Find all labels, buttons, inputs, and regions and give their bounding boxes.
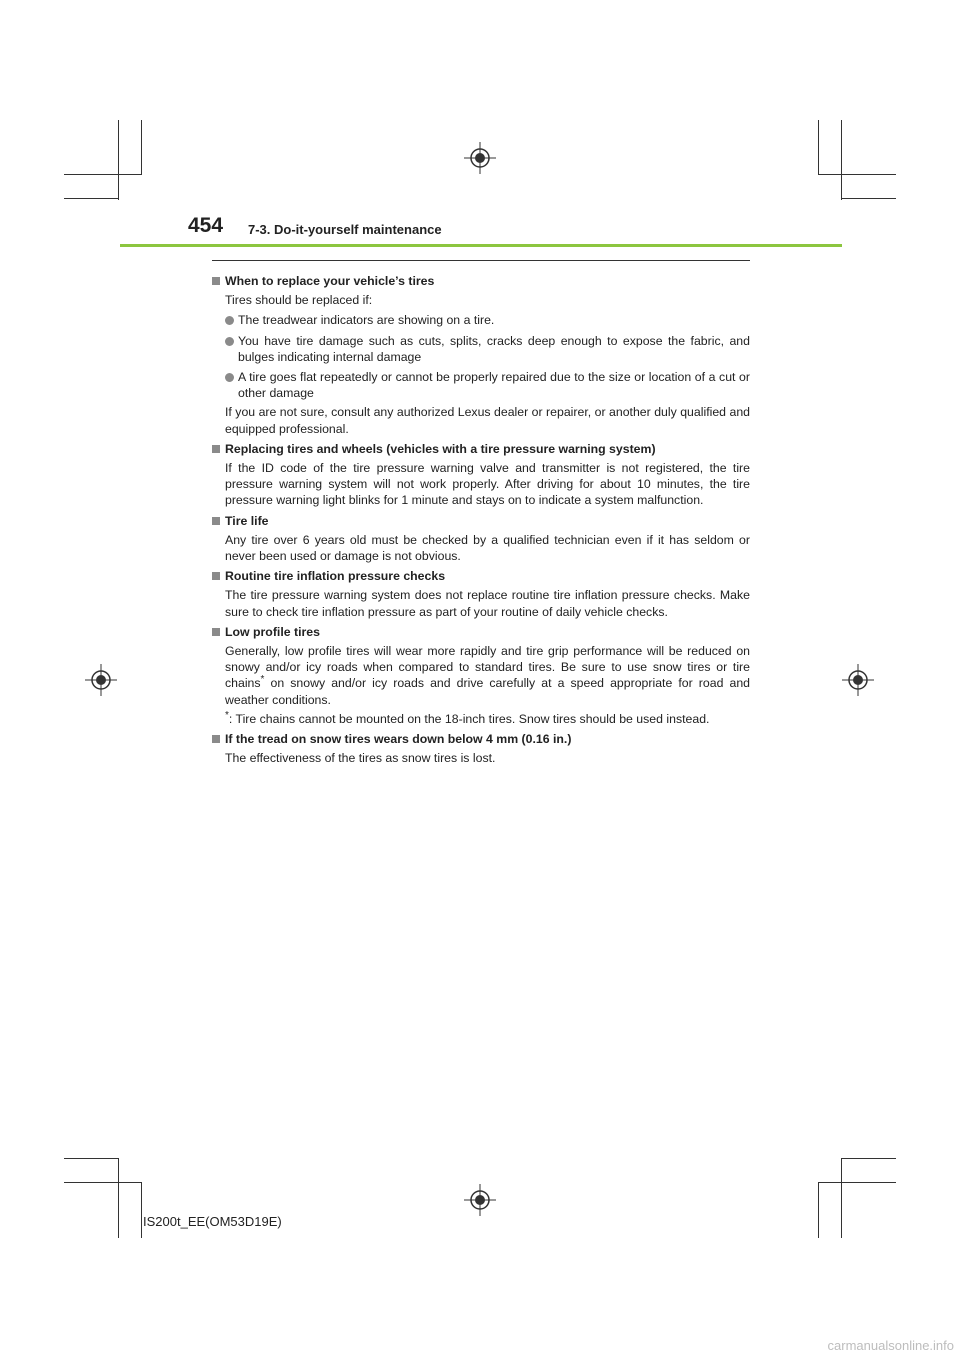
crop-mark — [118, 120, 119, 200]
paragraph: Any tire over 6 years old must be checked by a qualified technician even if it has seldom or never been used or damage is not obvious. — [225, 532, 750, 564]
section-heading: If the tread on snow tires wears down below 4 mm (0.16 in.) — [212, 731, 750, 747]
crop-mark — [818, 1182, 819, 1238]
section-heading: Low profile tires — [212, 624, 750, 640]
circle-bullet-icon — [225, 373, 234, 382]
registration-mark-icon — [842, 664, 874, 696]
page-content — [212, 269, 750, 766]
square-bullet-icon — [212, 735, 220, 743]
paragraph: If the ID code of the tire pressure warning valve and transmitter is not registered, the tire pressure warning system will not work properly. After driving for about 10 minutes, the tire pressure warning light blinks for 1 minute and stays on to indicate a system malfunction. — [225, 461, 750, 508]
square-bullet-icon — [212, 277, 220, 285]
crop-mark — [841, 198, 896, 199]
crop-mark — [841, 1158, 896, 1159]
crop-mark — [64, 1158, 119, 1159]
paragraph: Tires should be replaced if: — [225, 293, 373, 308]
section-heading: Tire life — [212, 513, 750, 529]
crop-mark — [841, 120, 842, 200]
paragraph: The effectiveness of the tires as snow tires is lost. — [225, 751, 496, 766]
model-code: IS200t_EE(OM53D19E) — [143, 1214, 282, 1229]
square-bullet-icon — [212, 445, 220, 453]
crop-mark — [64, 174, 142, 175]
paragraph: The tire pressure warning system does not replace routine tire inflation pressure checks. Make sure to check tire inflation pressure as part of your routine of daily vehicle checks. — [225, 588, 750, 619]
square-bullet-icon — [212, 572, 220, 580]
registration-mark-icon — [85, 664, 117, 696]
list-item: The treadwear indicators are showing on a tire. — [212, 312, 750, 328]
section-heading: When to replace your vehicle’s tires — [212, 273, 750, 289]
crop-mark — [141, 120, 142, 175]
crop-mark — [818, 174, 896, 175]
content-top-rule — [212, 260, 750, 261]
header-rule — [120, 244, 842, 247]
registration-mark-icon — [464, 1184, 496, 1216]
crop-mark — [841, 1158, 842, 1238]
crop-mark — [64, 198, 119, 199]
crop-mark — [818, 1182, 896, 1183]
watermark: carmanualsonline.info — [827, 1338, 954, 1353]
crop-mark — [818, 120, 819, 175]
paragraph: Generally, low profile tires will wear more rapidly and tire grip performance will be reduced on snowy and/or icy roads when compared to standard tires. Be sure to use snow tires or tire chains* on snowy and/or icy roads and drive carefully at a speed appropriate for road and weather conditions. — [225, 644, 750, 707]
registration-mark-icon — [464, 142, 496, 174]
circle-bullet-icon — [225, 337, 234, 346]
crop-mark — [118, 1158, 119, 1238]
crop-mark — [64, 1182, 142, 1183]
footnote: *: Tire chains cannot be mounted on the 18-inch tires. Snow tires should be used instead. — [225, 709, 710, 726]
list-item: A tire goes flat repeatedly or cannot be properly repaired due to the size or location of a cut or other damage — [212, 369, 750, 401]
footnote-marker: * — [225, 709, 229, 721]
square-bullet-icon — [212, 628, 220, 636]
page-header — [186, 214, 846, 248]
list-item: You have tire damage such as cuts, splits, cracks deep enough to expose the fabric, and bulges indicating internal damage — [212, 333, 750, 365]
paragraph: If you are not sure, consult any authorized Lexus dealer or repairer, or another duly qualified and equipped professional. — [225, 405, 750, 436]
footnote-marker: * — [260, 674, 265, 686]
square-bullet-icon — [212, 517, 220, 525]
page-number: 454 — [188, 214, 224, 237]
section-heading: Replacing tires and wheels (vehicles with a tire pressure warning system) — [212, 441, 750, 457]
circle-bullet-icon — [225, 316, 234, 325]
section-heading: Routine tire inflation pressure checks — [212, 568, 750, 584]
section-title: 7-3. Do-it-yourself maintenance — [248, 222, 442, 237]
crop-mark — [141, 1182, 142, 1238]
